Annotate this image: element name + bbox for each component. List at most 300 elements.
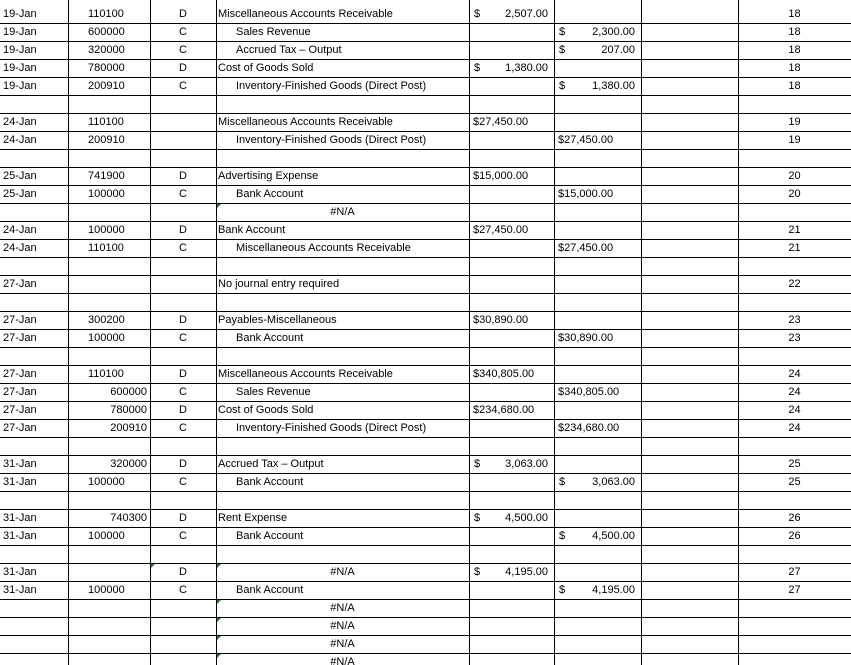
credit-amount-cell[interactable] bbox=[554, 114, 641, 131]
debit-amount-cell[interactable] bbox=[469, 222, 554, 239]
account-number-cell[interactable]: 100000 bbox=[88, 530, 125, 542]
debit-amount-cell[interactable] bbox=[469, 492, 554, 509]
entry-number-cell[interactable]: 26 bbox=[788, 512, 801, 524]
debit-credit-cell[interactable] bbox=[150, 348, 216, 365]
date-cell[interactable]: 31-Jan bbox=[3, 566, 37, 578]
entry-number-cell[interactable]: 21 bbox=[788, 224, 801, 236]
journal-row bbox=[0, 618, 851, 636]
journal-row bbox=[0, 114, 851, 132]
account-number-cell[interactable]: 200910 bbox=[110, 422, 147, 434]
debit-credit-cell[interactable] bbox=[150, 132, 216, 149]
account-name-cell[interactable] bbox=[216, 348, 469, 365]
debit-credit-cell[interactable] bbox=[150, 96, 216, 113]
debit-amount-cell[interactable] bbox=[469, 132, 554, 149]
debit-amount-cell[interactable] bbox=[469, 204, 554, 221]
entry-number-cell[interactable] bbox=[738, 546, 851, 563]
debit-credit-cell[interactable] bbox=[150, 636, 216, 653]
account-number-cell[interactable]: 600000 bbox=[110, 386, 147, 398]
column-gridline bbox=[150, 0, 151, 665]
debit-credit-cell[interactable]: D bbox=[179, 368, 187, 380]
account-name-cell[interactable]: Accrued Tax – Output bbox=[236, 44, 342, 56]
entry-number-cell[interactable] bbox=[738, 438, 851, 455]
credit-amount-cell[interactable] bbox=[554, 258, 641, 275]
debit-credit-cell[interactable] bbox=[150, 600, 216, 617]
date-cell[interactable]: 27-Jan bbox=[3, 368, 37, 380]
entry-number-cell[interactable] bbox=[738, 600, 851, 617]
entry-number-cell[interactable]: 24 bbox=[788, 368, 801, 380]
debit-amount-cell[interactable] bbox=[469, 348, 554, 365]
currency-symbol: $ bbox=[473, 368, 480, 380]
debit-credit-cell[interactable]: D bbox=[179, 404, 187, 416]
account-number-cell[interactable]: 600000 bbox=[88, 26, 125, 38]
credit-amount-cell[interactable] bbox=[554, 510, 641, 527]
account-name-cell[interactable]: Inventory-Finished Goods (Direct Post) bbox=[236, 422, 427, 434]
debit-amount-cell[interactable] bbox=[469, 618, 554, 635]
account-number-cell[interactable]: 740300 bbox=[110, 512, 147, 524]
journal-row bbox=[0, 582, 851, 600]
date-cell[interactable]: 31-Jan bbox=[3, 512, 37, 524]
date-cell[interactable]: 24-Jan bbox=[3, 224, 37, 236]
debit-credit-cell[interactable]: C bbox=[179, 332, 187, 344]
credit-amount-cell[interactable] bbox=[554, 168, 641, 185]
entry-number-cell[interactable]: 22 bbox=[788, 278, 801, 290]
debit-amount-cell[interactable] bbox=[469, 78, 554, 95]
account-number-cell[interactable] bbox=[68, 294, 150, 311]
entry-number-cell[interactable] bbox=[738, 492, 851, 509]
currency-symbol: $ bbox=[559, 26, 566, 38]
date-cell[interactable]: 24-Jan bbox=[3, 134, 37, 146]
date-cell[interactable] bbox=[0, 492, 68, 509]
credit-amount-cell[interactable] bbox=[554, 348, 641, 365]
column-gridline bbox=[216, 0, 217, 665]
account-number-cell[interactable]: 110100 bbox=[88, 8, 124, 20]
account-name-cell[interactable]: Miscellaneous Accounts Receivable bbox=[218, 368, 393, 380]
credit-amount-cell[interactable] bbox=[554, 618, 641, 635]
credit-amount-cell[interactable] bbox=[554, 564, 641, 581]
debit-amount-cell[interactable] bbox=[469, 186, 554, 203]
account-name-cell[interactable]: Inventory-Finished Goods (Direct Post) bbox=[236, 134, 427, 146]
account-name-cell[interactable]: #N/A bbox=[216, 636, 469, 653]
account-number-cell[interactable] bbox=[68, 618, 150, 635]
entry-number-cell[interactable] bbox=[738, 96, 851, 113]
journal-row bbox=[0, 240, 851, 258]
credit-amount-cell[interactable] bbox=[554, 366, 641, 383]
account-name-cell[interactable]: #N/A bbox=[216, 204, 469, 221]
debit-amount-cell[interactable] bbox=[469, 564, 554, 581]
credit-amount-cell[interactable] bbox=[554, 96, 641, 113]
debit-amount-cell[interactable] bbox=[469, 402, 554, 419]
date-cell[interactable]: 27-Jan bbox=[3, 332, 37, 344]
entry-number-cell[interactable]: 23 bbox=[788, 314, 801, 326]
debit-credit-cell[interactable] bbox=[150, 492, 216, 509]
entry-number-cell[interactable]: 18 bbox=[788, 44, 801, 56]
account-name-cell[interactable]: Accrued Tax – Output bbox=[218, 458, 324, 470]
date-cell[interactable]: 19-Jan bbox=[3, 8, 37, 20]
date-cell[interactable]: 27-Jan bbox=[3, 386, 37, 398]
account-name-cell[interactable] bbox=[216, 438, 469, 455]
debit-amount-cell[interactable] bbox=[469, 474, 554, 491]
date-cell[interactable]: 27-Jan bbox=[3, 278, 37, 290]
account-name-cell[interactable]: Miscellaneous Accounts Receivable bbox=[236, 242, 411, 254]
journal-row bbox=[0, 294, 851, 312]
debit-amount: 4,500.00 bbox=[505, 512, 548, 524]
account-name-cell[interactable]: Cost of Goods Sold bbox=[218, 62, 314, 74]
account-number-cell[interactable] bbox=[68, 654, 150, 665]
entry-number-cell[interactable]: 24 bbox=[788, 386, 801, 398]
debit-amount: 4,195.00 bbox=[505, 566, 548, 578]
date-cell[interactable]: 27-Jan bbox=[3, 404, 37, 416]
journal-row bbox=[0, 528, 851, 546]
credit-amount: 27,450.00 bbox=[564, 242, 614, 254]
debit-credit-cell[interactable]: D bbox=[179, 224, 187, 236]
entry-number-cell[interactable]: 24 bbox=[788, 404, 801, 416]
currency-symbol: $ bbox=[559, 584, 566, 596]
account-number-cell[interactable]: 741900 bbox=[88, 170, 125, 182]
date-cell[interactable]: 24-Jan bbox=[3, 242, 37, 254]
debit-amount-cell[interactable] bbox=[469, 438, 554, 455]
debit-amount-cell[interactable] bbox=[469, 168, 554, 185]
account-number-cell[interactable]: 110100 bbox=[88, 242, 124, 254]
account-number-cell[interactable]: 780000 bbox=[88, 62, 125, 74]
credit-amount-cell[interactable] bbox=[554, 276, 641, 293]
entry-number-cell[interactable] bbox=[738, 636, 851, 653]
credit-amount-cell[interactable] bbox=[554, 78, 641, 95]
debit-credit-cell[interactable]: D bbox=[179, 62, 187, 74]
credit-amount-cell[interactable] bbox=[554, 6, 641, 23]
account-name-cell[interactable]: Bank Account bbox=[236, 530, 304, 542]
journal-row bbox=[0, 348, 851, 366]
date-cell[interactable] bbox=[0, 438, 68, 455]
column-gridline bbox=[469, 0, 470, 665]
account-name-cell[interactable]: Advertising Expense bbox=[218, 170, 319, 182]
date-cell[interactable] bbox=[0, 96, 68, 113]
debit-amount-cell[interactable] bbox=[469, 636, 554, 653]
debit-amount-cell[interactable] bbox=[469, 600, 554, 617]
debit-amount: 2,507.00 bbox=[505, 8, 548, 20]
account-name-cell[interactable]: No journal entry required bbox=[218, 278, 340, 290]
credit-amount-cell[interactable] bbox=[554, 204, 641, 221]
debit-credit-cell[interactable]: C bbox=[179, 26, 187, 38]
date-cell[interactable] bbox=[0, 150, 68, 167]
debit-amount-cell[interactable] bbox=[469, 60, 554, 77]
credit-amount-cell[interactable] bbox=[554, 456, 641, 473]
debit-amount-cell[interactable] bbox=[469, 294, 554, 311]
debit-credit-cell[interactable]: C bbox=[179, 188, 187, 200]
credit-amount-cell[interactable] bbox=[554, 42, 641, 59]
credit-amount-cell[interactable] bbox=[554, 636, 641, 653]
account-name-cell[interactable] bbox=[216, 546, 469, 563]
debit-credit-cell[interactable] bbox=[150, 546, 216, 563]
account-name-cell[interactable]: #N/A bbox=[216, 618, 469, 635]
debit-amount-cell[interactable] bbox=[469, 384, 554, 401]
account-number-cell[interactable]: 100000 bbox=[88, 332, 125, 344]
account-name-cell[interactable]: Bank Account bbox=[236, 476, 304, 488]
entry-number-cell[interactable] bbox=[738, 294, 851, 311]
entry-number-cell[interactable]: 25 bbox=[788, 476, 801, 488]
account-name-cell[interactable]: Bank Account bbox=[218, 224, 286, 236]
date-cell[interactable] bbox=[0, 654, 68, 665]
debit-credit-cell[interactable] bbox=[150, 654, 216, 665]
entry-number-cell[interactable]: 25 bbox=[788, 458, 801, 470]
credit-amount-cell[interactable] bbox=[554, 294, 641, 311]
account-name-cell[interactable]: Cost of Goods Sold bbox=[218, 404, 314, 416]
debit-credit-cell[interactable] bbox=[150, 618, 216, 635]
account-name-cell[interactable]: Payables-Miscellaneous bbox=[218, 314, 337, 326]
debit-amount-cell[interactable] bbox=[469, 366, 554, 383]
account-name-cell[interactable]: Miscellaneous Accounts Receivable bbox=[218, 116, 393, 128]
account-number-cell[interactable]: 300200 bbox=[88, 314, 125, 326]
account-name-cell[interactable]: #N/A bbox=[216, 600, 469, 617]
debit-credit-cell[interactable] bbox=[150, 438, 216, 455]
debit-amount-cell[interactable] bbox=[469, 6, 554, 23]
entry-number-cell[interactable]: 23 bbox=[788, 332, 801, 344]
credit-amount-cell[interactable] bbox=[554, 186, 641, 203]
credit-amount-cell[interactable] bbox=[554, 132, 641, 149]
date-cell[interactable]: 31-Jan bbox=[3, 584, 37, 596]
account-name-cell[interactable]: Bank Account bbox=[236, 584, 304, 596]
account-number-cell[interactable]: 320000 bbox=[110, 458, 147, 470]
entry-number-cell[interactable] bbox=[738, 618, 851, 635]
account-number-cell[interactable]: 100000 bbox=[88, 188, 125, 200]
column-gridline bbox=[554, 0, 555, 665]
account-name-cell[interactable] bbox=[216, 294, 469, 311]
debit-amount: 30,890.00 bbox=[479, 314, 529, 326]
entry-number-cell[interactable]: 19 bbox=[788, 134, 801, 146]
debit-amount-cell[interactable] bbox=[469, 96, 554, 113]
account-name-cell[interactable]: #N/A bbox=[216, 654, 469, 665]
debit-amount-cell[interactable] bbox=[469, 546, 554, 563]
entry-number-cell[interactable]: 19 bbox=[788, 116, 801, 128]
debit-amount-cell[interactable] bbox=[469, 114, 554, 131]
credit-amount-cell[interactable] bbox=[554, 492, 641, 509]
credit-amount-cell[interactable] bbox=[554, 582, 641, 599]
debit-credit-cell[interactable] bbox=[150, 114, 216, 131]
credit-amount-cell[interactable] bbox=[554, 24, 641, 41]
credit-amount: 340,805.00 bbox=[564, 386, 620, 398]
debit-amount-cell[interactable] bbox=[469, 582, 554, 599]
account-number-cell[interactable] bbox=[68, 492, 150, 509]
debit-credit-cell[interactable]: C bbox=[179, 584, 187, 596]
debit-credit-cell[interactable] bbox=[150, 204, 216, 221]
entry-number-cell[interactable] bbox=[738, 258, 851, 275]
date-cell[interactable] bbox=[0, 258, 68, 275]
account-number-cell[interactable]: 100000 bbox=[88, 584, 125, 596]
date-cell[interactable] bbox=[0, 618, 68, 635]
debit-credit-cell[interactable]: C bbox=[179, 242, 187, 254]
account-name-cell[interactable]: Miscellaneous Accounts Receivable bbox=[218, 8, 393, 20]
debit-credit-cell[interactable]: D bbox=[179, 458, 187, 470]
account-number-cell[interactable] bbox=[68, 438, 150, 455]
debit-credit-cell[interactable]: C bbox=[179, 476, 187, 488]
debit-credit-cell[interactable]: D bbox=[150, 564, 216, 581]
debit-credit-cell[interactable]: D bbox=[179, 170, 187, 182]
account-number-cell[interactable]: 110100 bbox=[88, 368, 124, 380]
date-cell[interactable] bbox=[0, 600, 68, 617]
entry-number-cell[interactable] bbox=[738, 204, 851, 221]
journal-row bbox=[0, 600, 851, 618]
account-number-cell[interactable]: 100000 bbox=[88, 476, 125, 488]
date-cell[interactable] bbox=[0, 546, 68, 563]
account-number-cell[interactable] bbox=[68, 600, 150, 617]
entry-number-cell[interactable]: 20 bbox=[788, 188, 801, 200]
entry-number-cell[interactable]: 18 bbox=[788, 8, 801, 20]
date-cell[interactable]: 25-Jan bbox=[3, 170, 37, 182]
date-cell[interactable]: 31-Jan bbox=[3, 530, 37, 542]
date-cell[interactable]: 25-Jan bbox=[3, 188, 37, 200]
account-name-cell[interactable]: Inventory-Finished Goods (Direct Post) bbox=[236, 80, 427, 92]
journal-row bbox=[0, 492, 851, 510]
date-cell[interactable]: 19-Jan bbox=[3, 44, 37, 56]
account-number-cell[interactable] bbox=[68, 276, 150, 293]
account-number-cell[interactable] bbox=[68, 150, 150, 167]
entry-number-cell[interactable]: 24 bbox=[788, 422, 801, 434]
credit-amount-cell[interactable] bbox=[554, 312, 641, 329]
date-cell[interactable]: 24-Jan bbox=[3, 116, 37, 128]
account-number-cell[interactable]: 110100 bbox=[88, 116, 124, 128]
debit-amount-cell[interactable] bbox=[469, 456, 554, 473]
date-cell[interactable] bbox=[0, 636, 68, 653]
debit-credit-cell[interactable]: C bbox=[179, 44, 187, 56]
entry-number-cell[interactable]: 18 bbox=[788, 62, 801, 74]
entry-number-cell[interactable] bbox=[738, 150, 851, 167]
debit-credit-cell[interactable]: D bbox=[179, 314, 187, 326]
date-cell[interactable]: 19-Jan bbox=[3, 62, 37, 74]
entry-number-cell[interactable]: 18 bbox=[788, 26, 801, 38]
account-name-cell[interactable]: Bank Account bbox=[236, 188, 304, 200]
journal-row bbox=[0, 510, 851, 528]
account-name-cell[interactable] bbox=[216, 258, 469, 275]
currency-symbol: $ bbox=[473, 170, 480, 182]
account-number-cell[interactable] bbox=[68, 96, 150, 113]
account-name-cell[interactable] bbox=[216, 492, 469, 509]
credit-amount-cell[interactable] bbox=[554, 150, 641, 167]
currency-symbol: $ bbox=[474, 512, 481, 524]
currency-symbol: $ bbox=[558, 422, 565, 434]
credit-amount-cell[interactable] bbox=[554, 330, 641, 347]
credit-amount: 30,890.00 bbox=[564, 332, 614, 344]
date-cell[interactable] bbox=[0, 204, 68, 221]
journal-row bbox=[0, 168, 851, 186]
entry-number-cell[interactable]: 20 bbox=[788, 170, 801, 182]
account-name-cell[interactable] bbox=[216, 96, 469, 113]
credit-amount: 234,680.00 bbox=[564, 422, 620, 434]
debit-amount-cell[interactable] bbox=[469, 528, 554, 545]
credit-amount-cell[interactable] bbox=[554, 420, 641, 437]
credit-amount-cell[interactable] bbox=[554, 222, 641, 239]
date-cell[interactable]: 19-Jan bbox=[3, 26, 37, 38]
debit-credit-cell[interactable] bbox=[150, 276, 216, 293]
debit-credit-cell[interactable] bbox=[150, 150, 216, 167]
account-name-cell[interactable]: Sales Revenue bbox=[236, 26, 311, 38]
account-number-cell[interactable] bbox=[68, 564, 150, 581]
credit-amount-cell[interactable] bbox=[554, 240, 641, 257]
debit-amount-cell[interactable] bbox=[469, 510, 554, 527]
date-cell[interactable]: 19-Jan bbox=[3, 80, 37, 92]
debit-amount-cell[interactable] bbox=[469, 312, 554, 329]
credit-amount-cell[interactable] bbox=[554, 402, 641, 419]
credit-amount-cell[interactable] bbox=[554, 654, 641, 665]
currency-symbol: $ bbox=[559, 80, 566, 92]
account-number-cell[interactable] bbox=[68, 636, 150, 653]
debit-credit-cell[interactable]: C bbox=[179, 422, 187, 434]
journal-row bbox=[0, 42, 851, 60]
credit-amount: 3,063.00 bbox=[592, 476, 635, 488]
currency-symbol: $ bbox=[473, 314, 480, 326]
date-cell[interactable]: 31-Jan bbox=[3, 458, 37, 470]
debit-amount: 340,805.00 bbox=[479, 368, 535, 380]
debit-credit-cell[interactable]: D bbox=[179, 8, 187, 20]
debit-credit-cell[interactable] bbox=[150, 258, 216, 275]
debit-credit-cell[interactable] bbox=[150, 294, 216, 311]
debit-amount-cell[interactable] bbox=[469, 24, 554, 41]
account-name-cell[interactable]: Sales Revenue bbox=[236, 386, 311, 398]
account-number-cell[interactable]: 100000 bbox=[88, 224, 125, 236]
debit-amount-cell[interactable] bbox=[469, 654, 554, 665]
debit-amount-cell[interactable] bbox=[469, 150, 554, 167]
date-cell[interactable]: 27-Jan bbox=[3, 422, 37, 434]
date-cell[interactable]: 27-Jan bbox=[3, 314, 37, 326]
credit-amount-cell[interactable] bbox=[554, 438, 641, 455]
debit-amount: 27,450.00 bbox=[479, 116, 529, 128]
account-name-cell[interactable]: Rent Expense bbox=[218, 512, 288, 524]
account-name-cell[interactable]: #N/A bbox=[216, 564, 469, 581]
debit-amount-cell[interactable] bbox=[469, 330, 554, 347]
entry-number-cell[interactable] bbox=[738, 348, 851, 365]
account-number-cell[interactable] bbox=[68, 204, 150, 221]
date-cell[interactable] bbox=[0, 294, 68, 311]
entry-number-cell[interactable]: 27 bbox=[788, 584, 801, 596]
credit-amount-cell[interactable] bbox=[554, 546, 641, 563]
credit-amount-cell[interactable] bbox=[554, 474, 641, 491]
debit-credit-cell[interactable]: C bbox=[179, 530, 187, 542]
debit-amount-cell[interactable] bbox=[469, 42, 554, 59]
date-cell[interactable] bbox=[0, 348, 68, 365]
debit-amount-cell[interactable] bbox=[469, 258, 554, 275]
journal-row bbox=[0, 204, 851, 222]
credit-amount-cell[interactable] bbox=[554, 600, 641, 617]
debit-credit-cell[interactable]: C bbox=[179, 386, 187, 398]
credit-amount-cell[interactable] bbox=[554, 60, 641, 77]
credit-amount-cell[interactable] bbox=[554, 528, 641, 545]
entry-number-cell[interactable]: 21 bbox=[788, 242, 801, 254]
currency-symbol: $ bbox=[474, 8, 481, 20]
account-number-cell[interactable] bbox=[68, 348, 150, 365]
date-cell[interactable]: 31-Jan bbox=[3, 476, 37, 488]
entry-number-cell[interactable]: 26 bbox=[788, 530, 801, 542]
credit-amount-cell[interactable] bbox=[554, 384, 641, 401]
account-number-cell[interactable] bbox=[68, 546, 150, 563]
entry-number-cell[interactable]: 27 bbox=[788, 566, 801, 578]
entry-number-cell[interactable] bbox=[738, 654, 851, 665]
account-number-cell[interactable]: 780000 bbox=[110, 404, 147, 416]
debit-credit-cell[interactable]: D bbox=[179, 512, 187, 524]
debit-amount-cell[interactable] bbox=[469, 240, 554, 257]
debit-credit-cell[interactable]: C bbox=[179, 80, 187, 92]
debit-amount-cell[interactable] bbox=[469, 420, 554, 437]
account-name-cell[interactable] bbox=[216, 150, 469, 167]
entry-number-cell[interactable]: 18 bbox=[788, 80, 801, 92]
credit-amount: 15,000.00 bbox=[564, 188, 614, 200]
account-number-cell[interactable]: 320000 bbox=[88, 44, 125, 56]
debit-amount-cell[interactable] bbox=[469, 276, 554, 293]
account-number-cell[interactable]: 200910 bbox=[88, 134, 125, 146]
journal-row bbox=[0, 438, 851, 456]
journal-row bbox=[0, 636, 851, 654]
account-name-cell[interactable]: Bank Account bbox=[236, 332, 304, 344]
account-number-cell[interactable]: 200910 bbox=[88, 80, 125, 92]
journal-row bbox=[0, 654, 851, 665]
account-number-cell[interactable] bbox=[68, 258, 150, 275]
